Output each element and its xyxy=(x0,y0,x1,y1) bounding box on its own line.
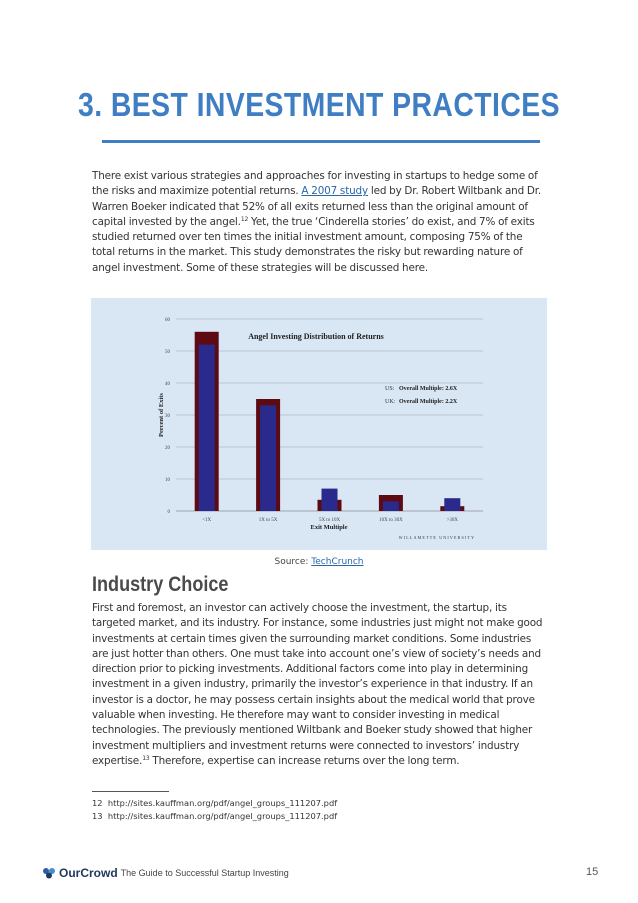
y-tick-label: 50 xyxy=(165,350,170,355)
chart-container xyxy=(91,298,547,550)
intro-paragraph xyxy=(92,169,548,276)
title-underline xyxy=(102,140,540,143)
intro-text-3: Yet, the true ‘Cinderella stories’ do exist, and 7% of exits studied returned over ten times the initial investment amount, composing 75% of the total returns in the market. This study demonstrates the risky but rewarding nature of angel investment. Some of these strategies will be discussed here. xyxy=(92,215,535,274)
y-tick-label: 20 xyxy=(165,446,170,451)
industry-text-tail: Therefore, expertise can increase returns over the long term. xyxy=(149,754,460,767)
returns-chart xyxy=(91,298,547,550)
legend-uk-label: UK: xyxy=(385,399,396,405)
footnote-ref-13[interactable]: 13 xyxy=(142,754,150,762)
footnote-url[interactable]: http://sites.kauffman.org/pdf/angel_groups_111207.pdf xyxy=(107,798,338,808)
industry-paragraph xyxy=(92,601,548,769)
y-tick-label: 60 xyxy=(165,318,170,323)
legend-us-text: Overall Multiple: 2.6X xyxy=(399,386,458,392)
bar-us-0 xyxy=(199,345,215,511)
x-axis-label: Exit Multiple xyxy=(310,524,348,531)
bar-us-1 xyxy=(260,405,276,511)
industry-text: First and foremost, an investor can actively choose the investment, the startup, its targeted market, and its industry. For instance, some industries just might not make good investments at certain times given the surrounding market conditions. Some industries are just hotter than others. One must take into account one’s view of society’s needs and direction prior to picking investments. Additional factors come into play in determining investment in a given industry, primarily the investor’s experience in that industry. If an investor is a doctor, he may possess certain insights about the medical world that prove valuable when investing. He therefore may want to consider investing in medical technologies. The previously mentioned Wiltbank and Boeker study showed that higher investment multipliers and investment returns were connected to investors’ industry expertise. xyxy=(92,602,543,767)
legend-us-label: US: xyxy=(385,386,395,392)
footnote-divider xyxy=(92,791,169,792)
bar-us-3 xyxy=(383,501,399,511)
x-tick-label: 10X to 30X xyxy=(379,518,403,523)
x-tick-label: >30X xyxy=(446,518,459,523)
chart-title: Angel Investing Distribution of Returns xyxy=(248,332,384,341)
footnote-ref-12[interactable]: 12 xyxy=(240,215,249,223)
legend-uk-text: Overall Multiple: 2.2X xyxy=(399,399,458,405)
y-axis-label: Percent of Exits xyxy=(158,393,165,437)
x-tick-label: <1X xyxy=(202,518,212,523)
y-tick-label: 30 xyxy=(165,414,170,419)
ourcrowd-logo-icon xyxy=(42,867,56,879)
caption-prefix: Source: xyxy=(274,557,312,567)
footnote-13 xyxy=(92,811,337,821)
bar-us-2 xyxy=(322,489,338,511)
brand-name: OurCrowd xyxy=(59,866,118,880)
section-heading: Industry Choice xyxy=(92,573,229,596)
y-tick-label: 40 xyxy=(165,382,170,387)
study-link[interactable]: A 2007 study xyxy=(301,185,368,198)
bar-us-4 xyxy=(444,498,460,511)
y-tick-label: 0 xyxy=(167,510,170,515)
footnote-12 xyxy=(92,798,337,808)
university-watermark: WILLAMETTE UNIVERSITY xyxy=(398,535,476,540)
footer-title: The Guide to Successful Startup Investing xyxy=(120,868,289,878)
x-tick-label: 1X to 5X xyxy=(258,518,278,523)
page-footer xyxy=(42,866,289,880)
intro-text-2: led by Dr. Robert Wiltbank and Dr. Warren Boeker indicated that 52% of all exits returned less than the original amount of capital invested by the angel. xyxy=(92,185,542,228)
footnote-number: 12 xyxy=(92,798,103,808)
techcrunch-link[interactable]: TechCrunch xyxy=(311,557,364,567)
intro-text: There exist various strategies and approaches for investing in startups to hedge some of the risks and maximize potential returns. xyxy=(92,170,538,198)
footnote-number: 13 xyxy=(92,811,103,821)
footnote-url[interactable]: http://sites.kauffman.org/pdf/angel_groups_111207.pdf xyxy=(107,811,338,821)
y-tick-label: 10 xyxy=(165,478,170,483)
page-number: 15 xyxy=(586,866,599,878)
page-title: 3. BEST INVESTMENT PRACTICES xyxy=(78,86,560,123)
chart-caption xyxy=(0,557,638,567)
x-tick-label: 5X to 10X xyxy=(318,518,341,523)
